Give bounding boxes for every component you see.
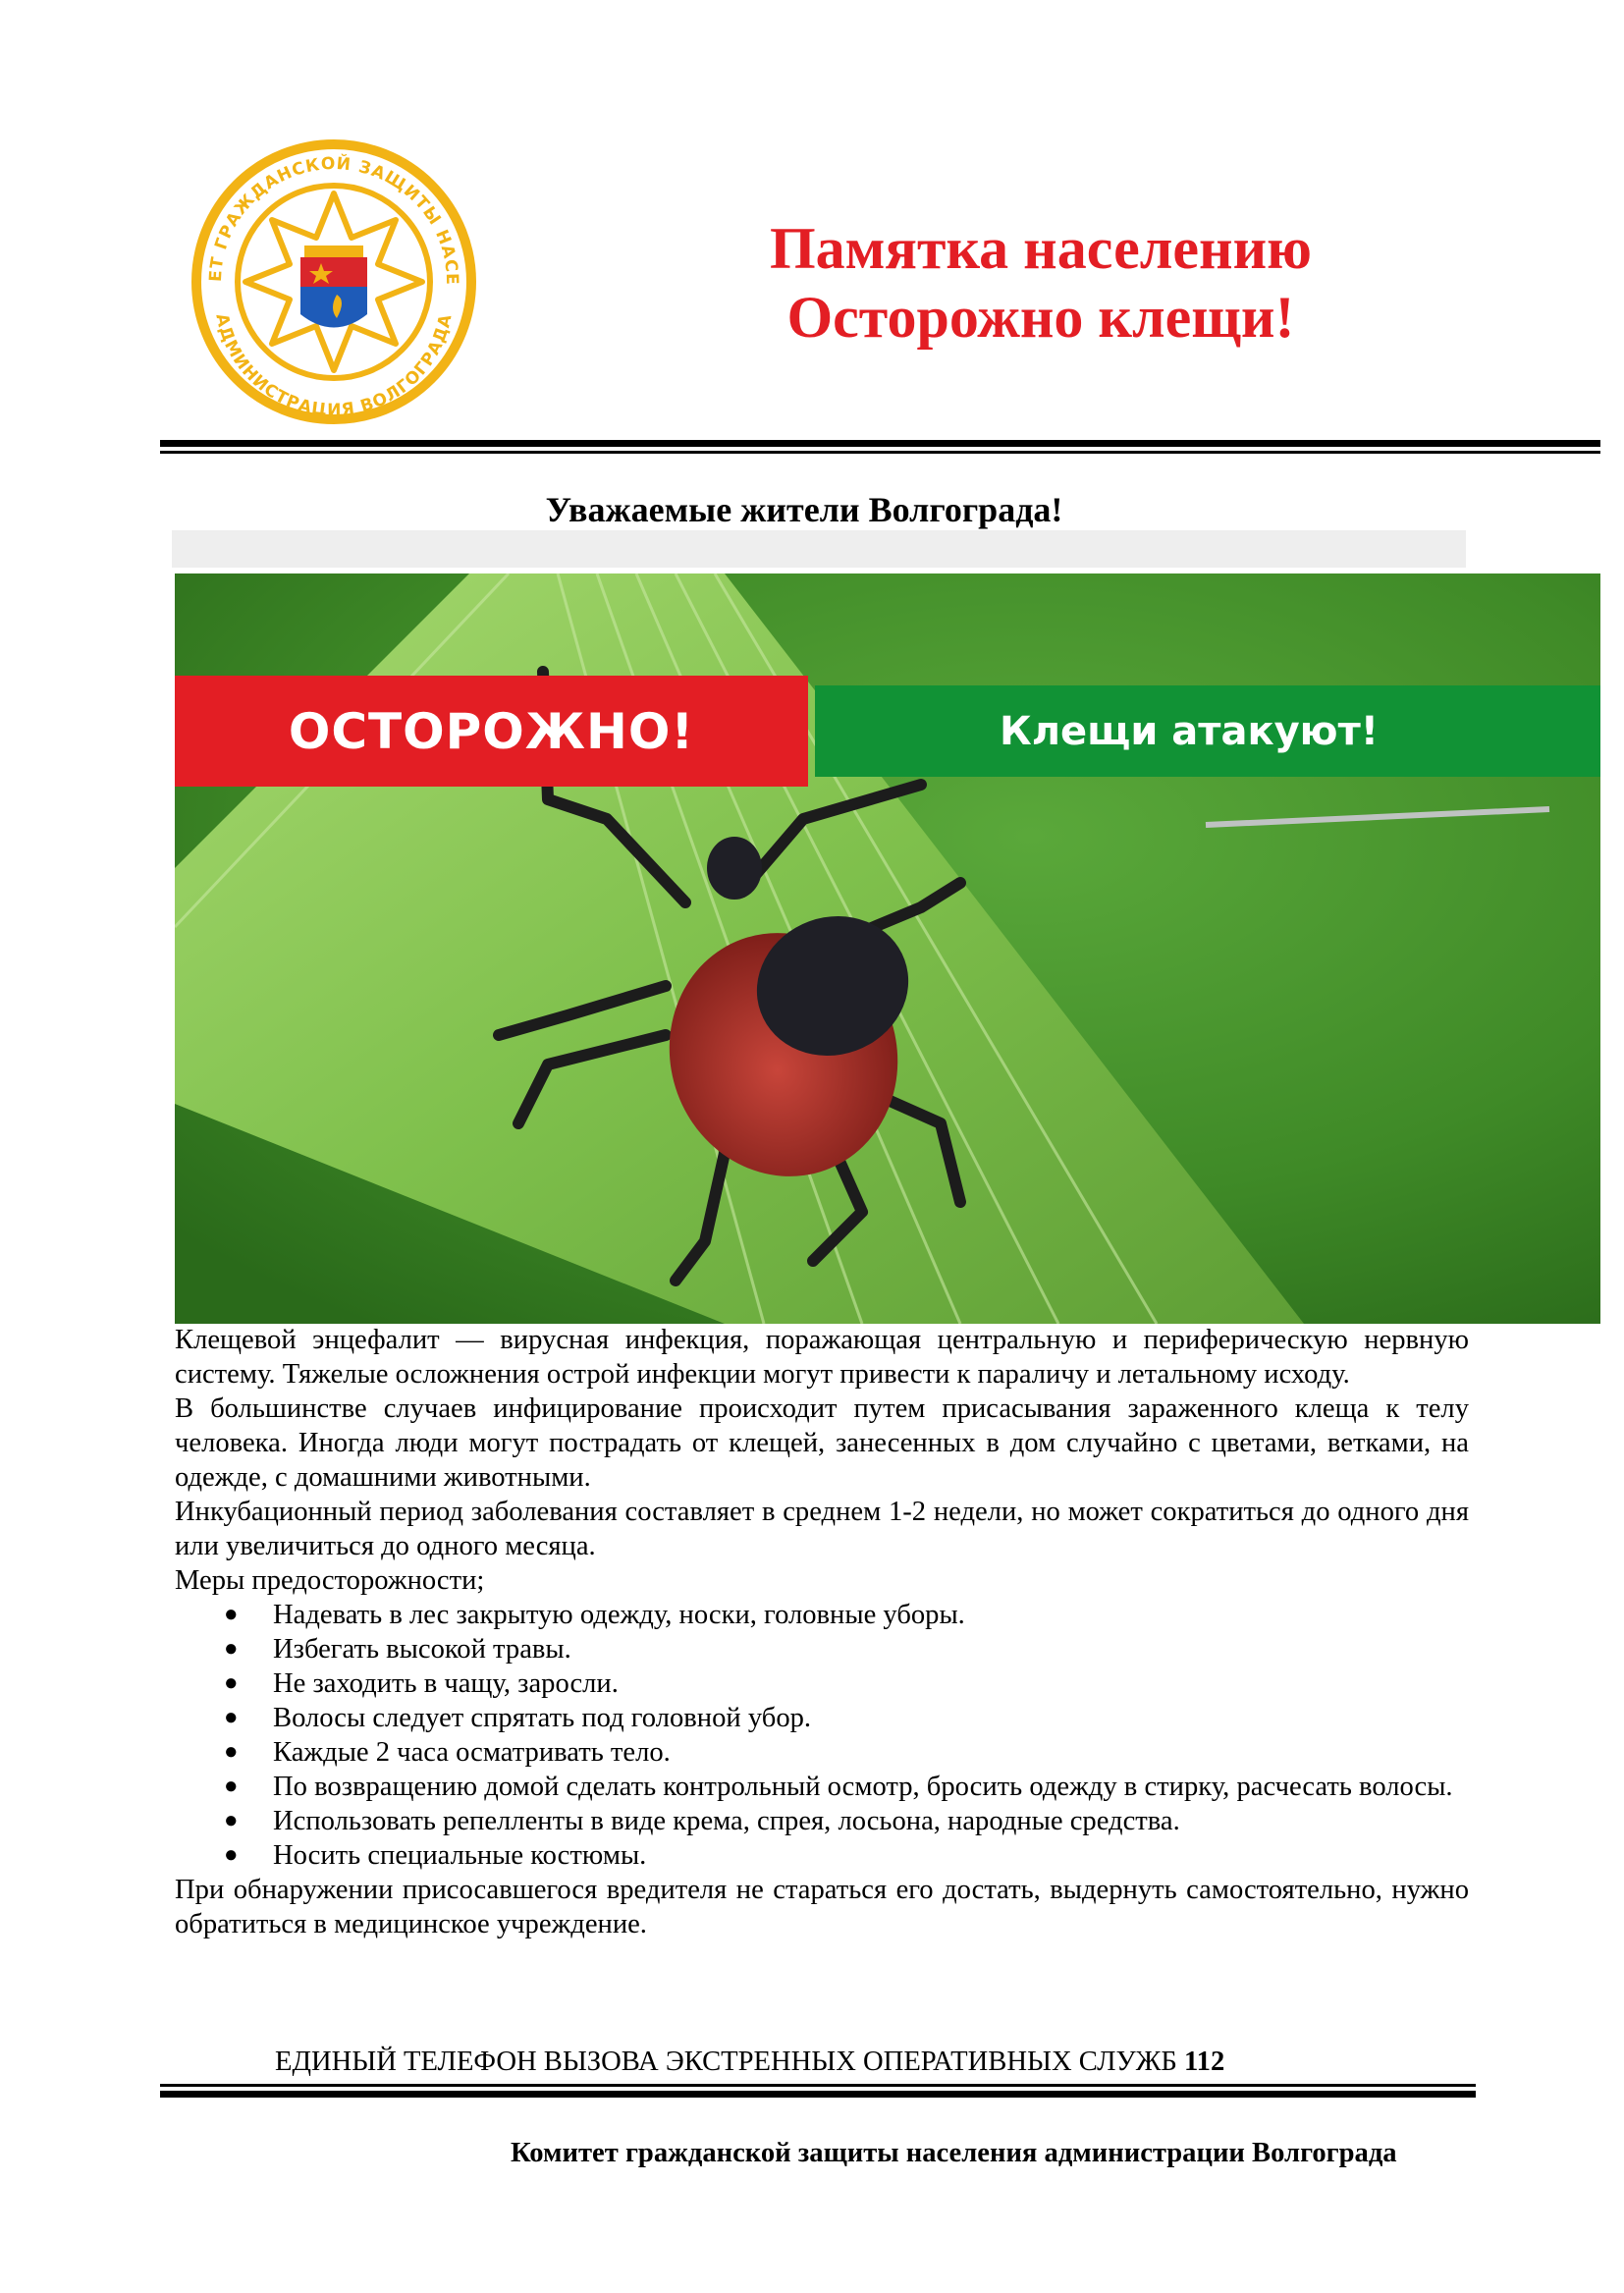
bullet-icon: ● — [224, 1670, 239, 1696]
measures-list — [175, 1598, 1469, 1873]
title-line-1: Памятка населению — [770, 216, 1312, 281]
warning-banner-red: ОСТОРОЖНО! — [175, 676, 808, 787]
committee-emblem-logo — [180, 139, 488, 424]
gray-band — [172, 530, 1466, 568]
bullet-icon: ● — [224, 1602, 239, 1627]
tick-warning-photo — [175, 573, 1600, 1324]
paragraph-closing: При обнаружении присосавшегося вредителя не стараться его достать, выдернуть самостоятельно, нужно обратиться в медицинское учреждение. — [175, 1875, 1469, 1939]
list-item: ● Носить специальные костюмы. — [224, 1840, 647, 1871]
warning-banner-green: Клещи атакуют! — [815, 685, 1600, 777]
list-item: ● Надевать в лес закрытую одежду, носки, головные уборы. — [224, 1600, 965, 1630]
list-item: ● Использовать репелленты в виде крема, спрея, лосьона, народные средства. — [224, 1806, 1180, 1836]
list-item: ● Каждые 2 часа осматривать тело. — [224, 1737, 671, 1768]
bottom-divider-thick — [160, 2091, 1476, 2098]
paragraph-infection: В большинстве случаев инфицирование происходит путем присасывания зараженного клеща к телу человека. Иногда люди могут пострадать от клещей, занесенных в дом случайно с цветами, ветками, на одежде, с домашними животными. — [175, 1393, 1469, 1493]
list-item: ● Волосы следует спрятать под головной убор. — [224, 1703, 812, 1733]
hotline-text: ЕДИНЫЙ ТЕЛЕФОН ВЫЗОВА ЭКСТРЕННЫХ ОПЕРАТИВНЫХ СЛУЖБ — [275, 2047, 1177, 2077]
list-item: ● Избегать высокой травы. — [224, 1634, 571, 1665]
list-item: ● Не заходить в чащу, заросли. — [224, 1668, 619, 1699]
emblem-bottom-text: АДМИНИСТРАЦИЯ ВОЛГОГРАДА — [211, 311, 457, 421]
bottom-divider-thin — [160, 2084, 1476, 2087]
top-divider-thick — [160, 440, 1600, 447]
paragraph-incubation: Инкубационный период заболевания составляет в среднем 1-2 недели, но может сократиться до одного дня или увеличиться до одного месяца. — [175, 1497, 1469, 1561]
emergency-hotline — [275, 2046, 1224, 2079]
bullet-icon: ● — [224, 1774, 239, 1799]
page-title — [628, 214, 1453, 352]
bullet-icon: ● — [224, 1705, 239, 1730]
bullet-icon: ● — [224, 1842, 239, 1868]
greeting-heading: Уважаемые жители Волгограда! — [545, 490, 1063, 529]
bullet-icon: ● — [224, 1636, 239, 1662]
emblem-top-text: ЕТ ГРАЖДАНСКОЙ ЗАЩИТЫ НАСЕ — [205, 153, 462, 287]
bullet-icon: ● — [224, 1739, 239, 1765]
paragraph-encephalitis: Клещевой энцефалит — вирусная инфекция, поражающая центральную и периферическую нервную систему. Тяжелые осложнения острой инфекции могут привести к параличу и летальному исходу. — [175, 1325, 1469, 1390]
top-divider-thin — [160, 451, 1600, 454]
title-line-2: Осторожно клещи! — [786, 285, 1295, 350]
hotline-number: 112 — [1183, 2047, 1225, 2077]
bullet-icon: ● — [224, 1808, 239, 1833]
measures-heading: Меры предосторожности; — [175, 1565, 485, 1596]
footer-organization: Комитет гражданской защиты населения администрации Волгограда — [511, 2138, 1397, 2168]
memo-body — [175, 1323, 1469, 1941]
list-item: ● По возвращению домой сделать контрольный осмотр, бросить одежду в стирку, расчесать волосы. — [224, 1772, 1453, 1802]
